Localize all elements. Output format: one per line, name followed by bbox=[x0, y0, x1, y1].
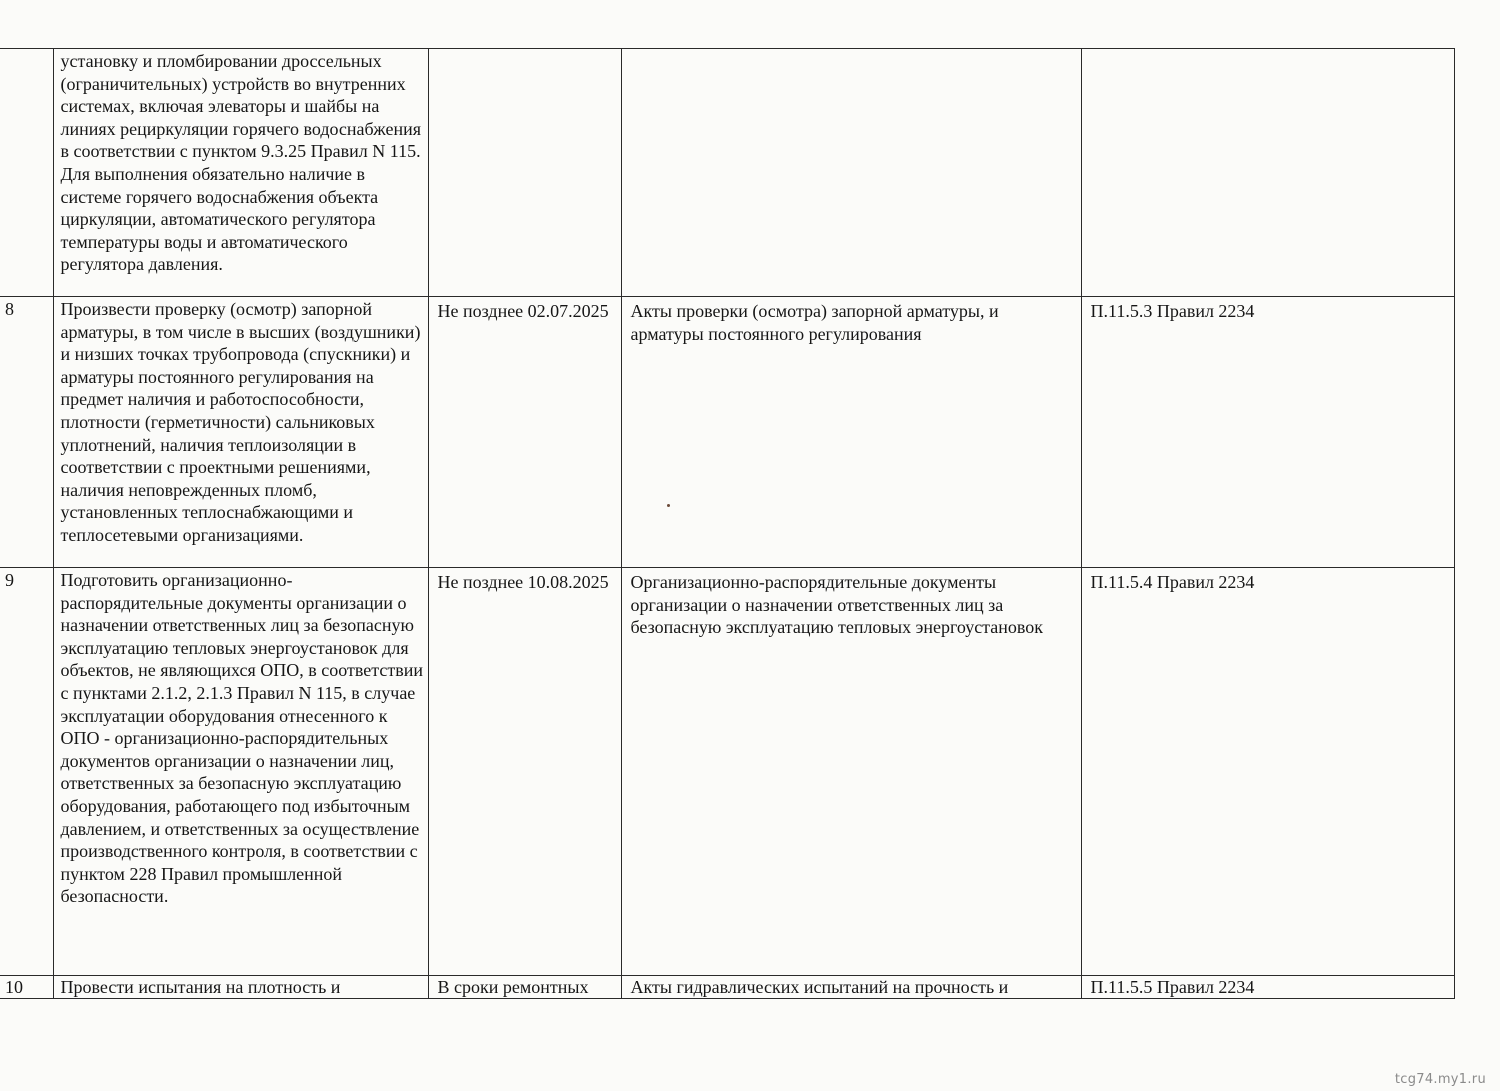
scan-speck bbox=[667, 504, 670, 507]
deadline-cell: Не позднее 02.07.2025 bbox=[428, 297, 621, 568]
deadline-cell: Не позднее 10.08.2025 bbox=[428, 568, 621, 976]
row-number-cell bbox=[0, 49, 53, 297]
basis-cell: П.11.5.3 Правил 2234 bbox=[1081, 297, 1454, 568]
documents-cell: Акты гидравлических испытаний на прочность и bbox=[621, 976, 1081, 999]
task-cell: установку и пломбировании дроссельных (ограничительных) устройств во внутренних системах, включая элеваторы и шайбы на линиях рециркуляции горячего водоснабжения в соответствии с пунктом 9.3.25 Правил N 115. Для выполнения обязательно наличие в системе горячего водоснабжения объекта циркуляции, автоматического регулятора температуры воды и автоматического регулятора давления. bbox=[53, 49, 428, 297]
table-row-10 bbox=[0, 976, 1454, 999]
table-row-continuation bbox=[0, 49, 1454, 297]
task-cell: Подготовить организационно-распорядительные документы организации о назначении ответственных лиц за безопасную эксплуатацию тепловых энергоустановок для объектов, не являющихся ОПО, в соответствии с пунктами 2.1.2, 2.1.3 Правил N 115, в случае эксплуатации оборудования отнесенного к ОПО - организационно-распорядительных документов организации о назначении лиц, ответственных за безопасную эксплуатацию оборудования, работающего под избыточным давлением, и ответственных за осуществление производственного контроля, в соответствии с пунктом 228 Правил промышленной безопасности. bbox=[53, 568, 428, 976]
row-number-cell: 8 bbox=[0, 297, 53, 568]
documents-cell: Акты проверки (осмотра) запорной арматуры, и арматуры постоянного регулирования bbox=[621, 297, 1081, 568]
documents-cell bbox=[621, 49, 1081, 297]
deadline-cell bbox=[428, 49, 621, 297]
row-number-cell: 9 bbox=[0, 568, 53, 976]
document-table bbox=[0, 48, 1455, 999]
row-number-cell: 10 bbox=[0, 976, 53, 999]
task-cell: Произвести проверку (осмотр) запорной арматуры, в том числе в высших (воздушники) и низших точках трубопровода (спускники) и арматуры постоянного регулирования на предмет наличия и работоспособности, плотности (герметичности) сальниковых уплотнений, наличия теплоизоляции в соответствии с проектными решениями, наличия неповрежденных пломб, установленных теплоснабжающими и теплосетевыми организациями. bbox=[53, 297, 428, 568]
deadline-cell: В сроки ремонтных bbox=[428, 976, 621, 999]
basis-cell bbox=[1081, 49, 1454, 297]
basis-cell: П.11.5.5 Правил 2234 bbox=[1081, 976, 1454, 999]
documents-cell: Организационно-распорядительные документы организации о назначении ответственных лиц за безопасную эксплуатацию тепловых энергоустановок bbox=[621, 568, 1081, 976]
table-row-8 bbox=[0, 297, 1454, 568]
watermark-text: tcg74.my1.ru bbox=[1394, 1072, 1486, 1087]
basis-cell: П.11.5.4 Правил 2234 bbox=[1081, 568, 1454, 976]
task-cell: Провести испытания на плотность и bbox=[53, 976, 428, 999]
table-row-9 bbox=[0, 568, 1454, 976]
